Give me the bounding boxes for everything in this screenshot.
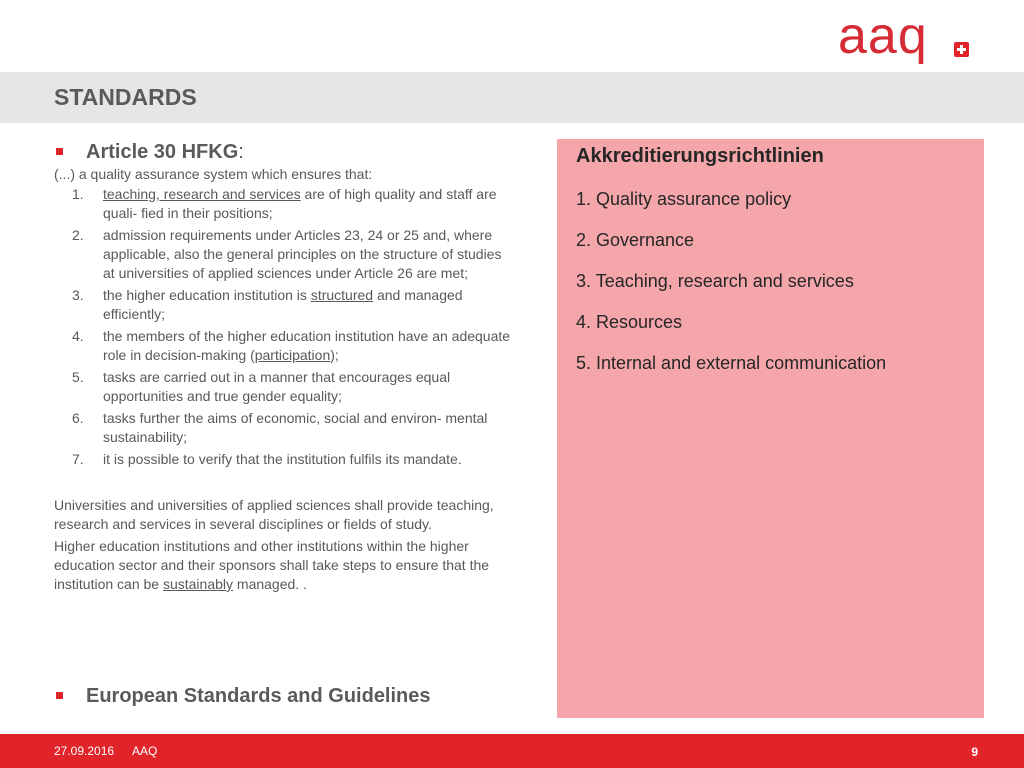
list-text: the higher education institution is — [103, 287, 311, 303]
list-text: ); — [330, 347, 339, 363]
article-heading-colon: : — [238, 141, 244, 163]
page-number: 9 — [971, 745, 978, 759]
article-heading — [54, 140, 514, 164]
underlined-term: teaching, research and services — [103, 186, 301, 202]
list-item — [54, 226, 514, 283]
swiss-flag-icon — [954, 42, 969, 57]
esg-heading — [54, 684, 431, 708]
underlined-term: sustainably — [162, 576, 234, 592]
footer-date: 27.09.2016 — [54, 744, 115, 758]
guideline-item: 3. Teaching, research and services — [576, 271, 854, 291]
list-item — [54, 409, 514, 447]
list-text: it is possible to verify that the institution fulfils its mandate. — [103, 451, 462, 467]
left-content — [54, 140, 514, 594]
aaq-logo — [838, 7, 978, 68]
bullet-square-icon — [56, 692, 63, 699]
page-title: STANDARDS — [54, 84, 197, 110]
article-heading-text: Article 30 HFKG — [86, 141, 239, 163]
box-heading: Akkreditierungsrichtlinien — [576, 145, 824, 167]
paragraph-institutions — [54, 537, 514, 594]
accreditation-guidelines-box — [557, 139, 984, 718]
logo-text: aaq — [838, 7, 928, 65]
list-item — [54, 327, 514, 365]
list-text: admission requirements under Articles 23, 24 or 25 and, where applicable, also the general principles on the structure of studies at universities of applied sciences under Article 26 are met; — [103, 227, 502, 281]
list-item — [54, 286, 514, 324]
title-bar — [0, 72, 1024, 123]
list-number: 4. — [72, 328, 84, 344]
list-text: tasks further the aims of economic, social and environ- mental sustainability; — [103, 410, 488, 445]
list-item — [54, 185, 514, 223]
list-number: 3. — [72, 287, 84, 303]
list-number: 6. — [72, 410, 84, 426]
list-number: 1. — [72, 186, 84, 202]
guideline-item: 1. Quality assurance policy — [576, 189, 792, 209]
intro-text: (...) a quality assurance system which ensures that: — [54, 166, 373, 182]
guideline-item: 5. Internal and external communication — [576, 353, 887, 373]
bullet-square-icon — [56, 148, 63, 155]
guidelines-list — [576, 188, 886, 393]
list-text: and managed efficiently; — [103, 287, 463, 322]
list-item — [54, 368, 514, 406]
paragraph-universities: Universities and universities of applied sciences shall provide teaching, research and services in several disciplines or fields of study. — [54, 497, 494, 532]
guideline-item: 4. Resources — [576, 312, 683, 332]
guideline-item: 2. Governance — [576, 230, 695, 250]
list-text: tasks are carried out in a manner that encourages equal opportunities and true gender equality; — [103, 369, 451, 404]
paragraph-text: managed. . — [233, 576, 307, 592]
list-text: the members of the higher education institution have an adequate role in decision-making ( — [103, 328, 511, 363]
list-number: 7. — [72, 451, 84, 467]
numbered-list — [54, 185, 514, 469]
paragraph-text: Higher education institutions and other institutions within the higher education sector and their sponsors shall take steps to ensure that the institution can be — [54, 538, 490, 592]
list-item — [54, 450, 514, 469]
list-number: 5. — [72, 369, 84, 385]
underlined-term: participation — [254, 347, 331, 363]
footer-org: AAQ — [132, 744, 158, 758]
underlined-term: structured — [310, 287, 374, 303]
list-number: 2. — [72, 227, 84, 243]
list-text: are of high quality and staff are quali- fied in their positions; — [103, 186, 497, 221]
footer-bar — [0, 734, 1024, 768]
esg-heading-text: European Standards and Guidelines — [86, 685, 431, 707]
